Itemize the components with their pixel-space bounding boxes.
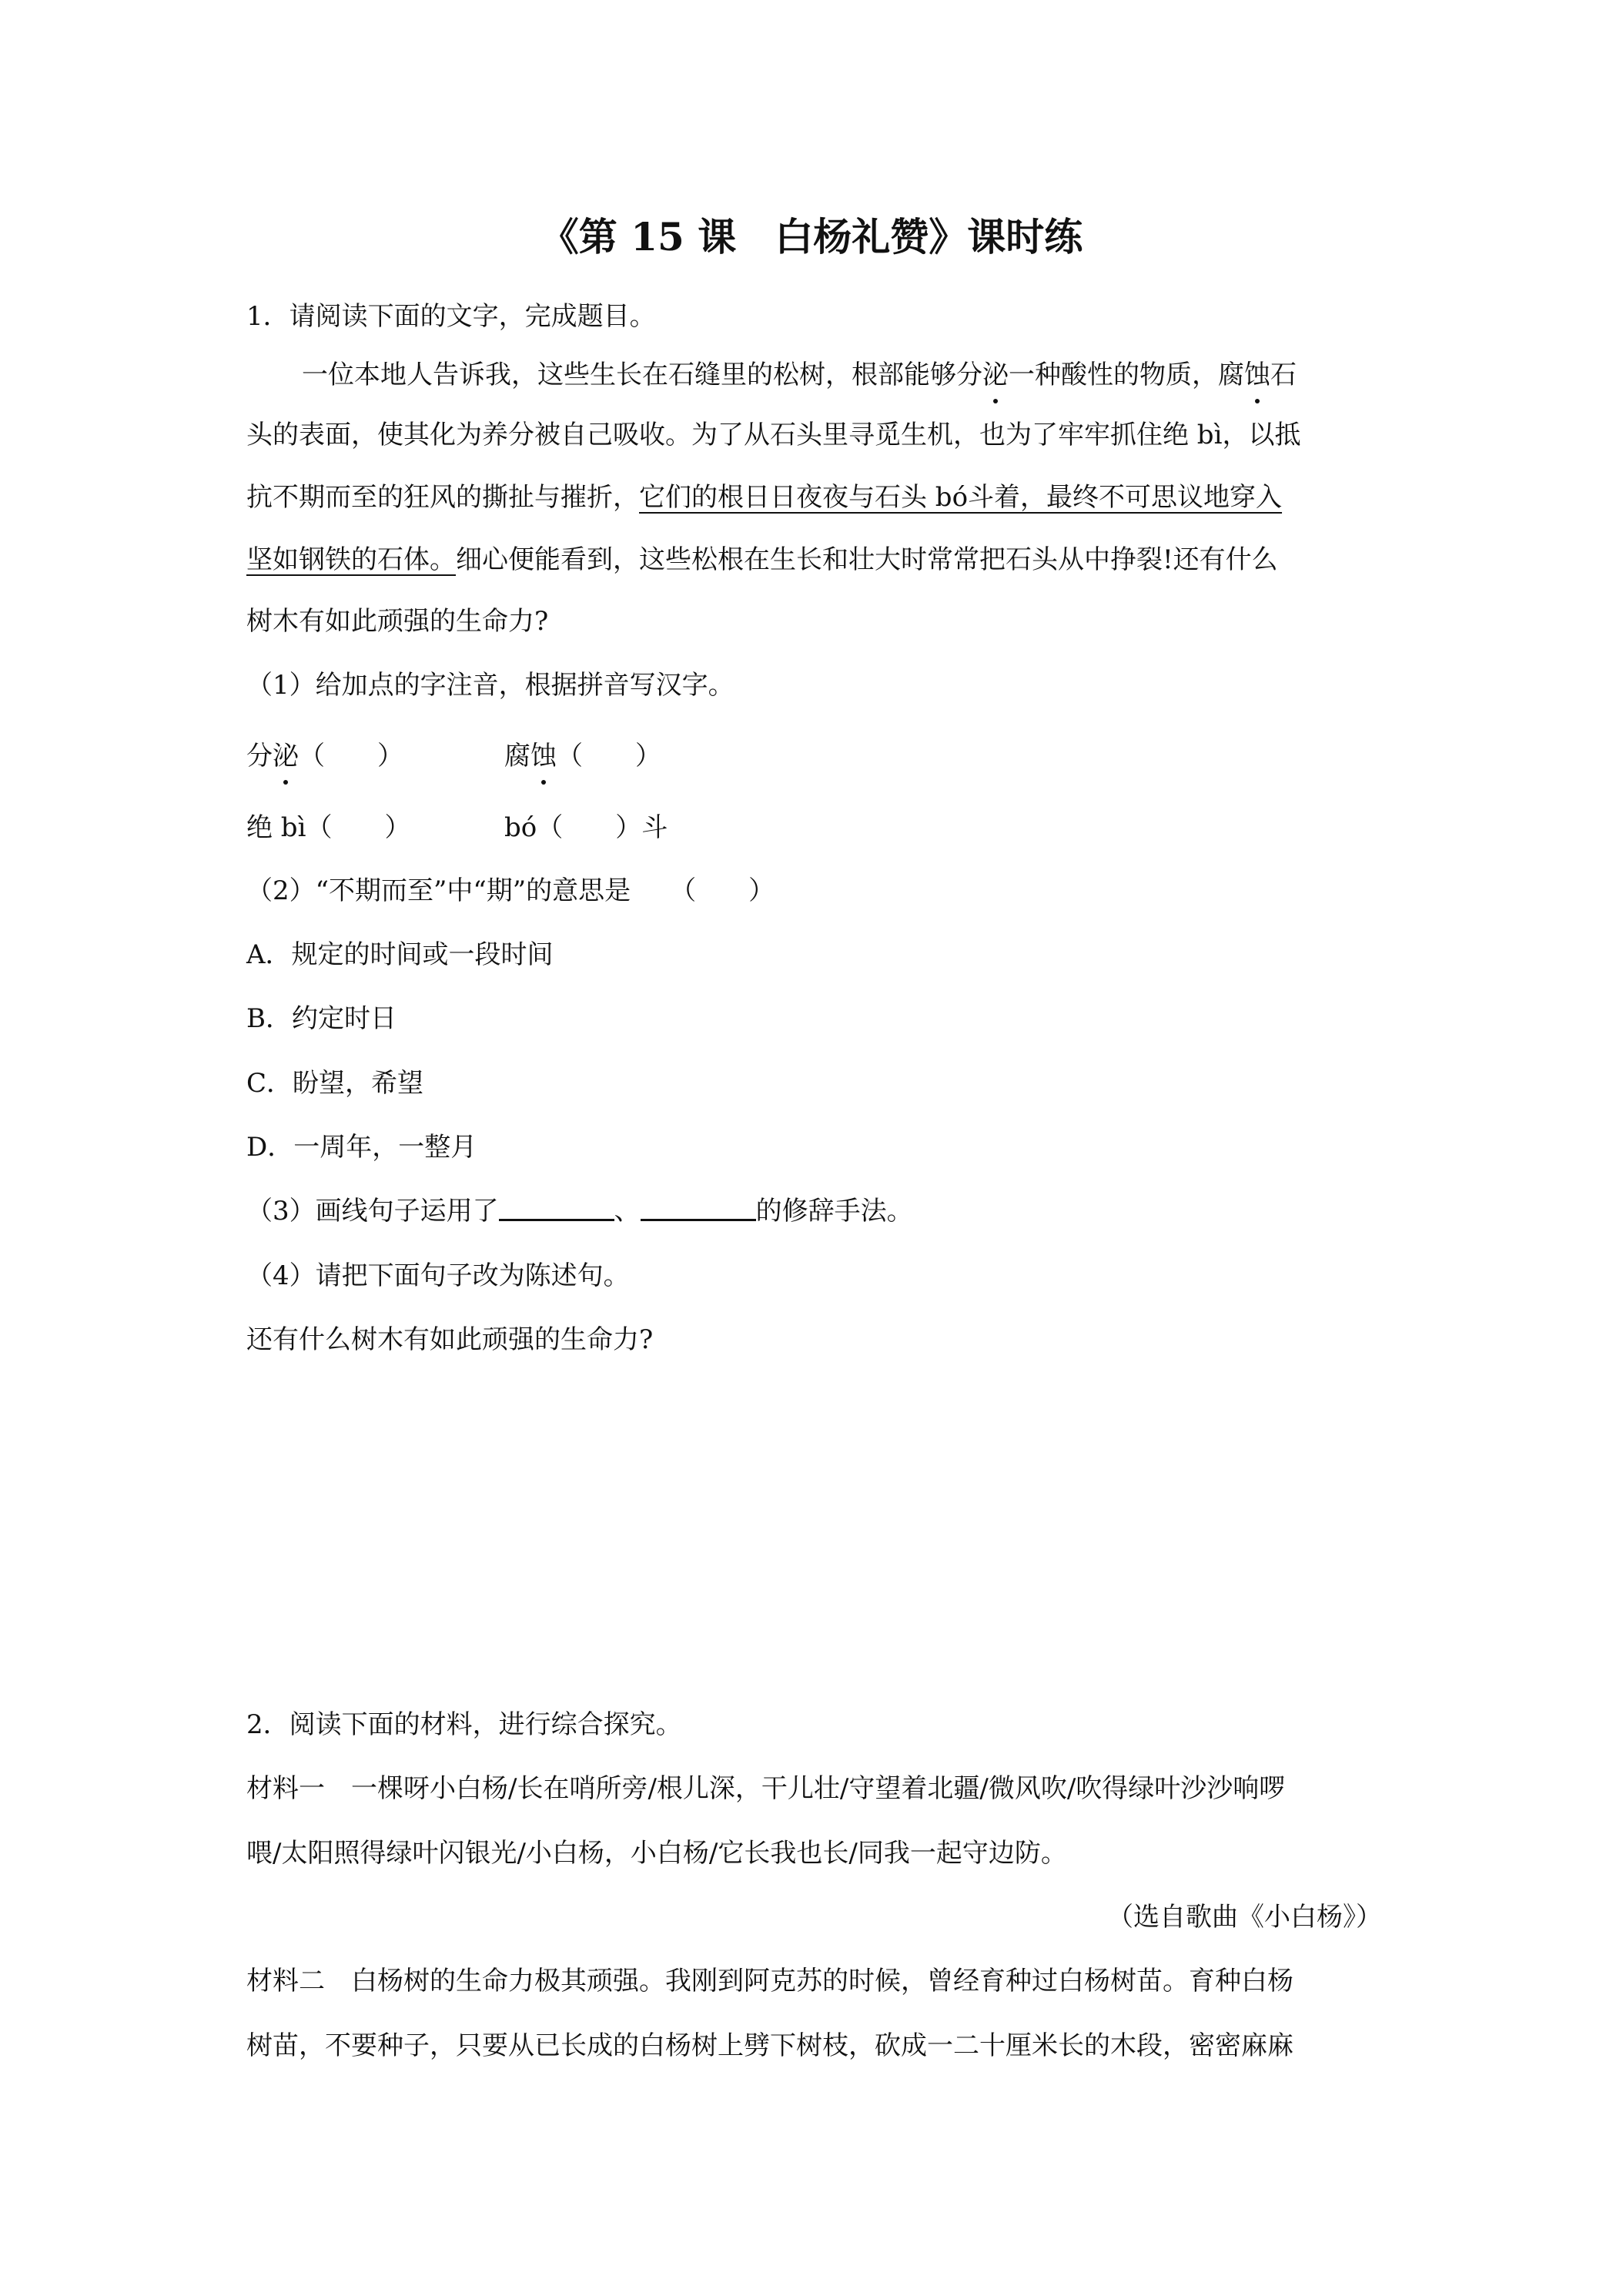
dotted-char-mi: 泌 (273, 737, 299, 775)
material-1-line-1: 材料一 一棵呀小白杨/长在哨所旁/根儿深，干儿壮/守望着北疆/微风吹/吹得绿叶沙沙响啰 (246, 1773, 1286, 1804)
pinyin-item-2 (504, 737, 661, 775)
sub-question-2: （2）“不期而至”中“期”的意思是 （ ） (246, 875, 775, 906)
pinyin-row-1 (246, 737, 1378, 775)
question-2-stem: 2．阅读下面的材料，进行综合探究。 (246, 1709, 682, 1740)
answer-blank[interactable]: （ ）斗 (537, 812, 668, 843)
passage-text: 一种酸性的物质，腐 (1009, 360, 1244, 390)
passage-line-2: 头的表面，使其化为养分被自己吸收。为了从石头里寻觅生机，也为了牢牢抓住绝 bì，以抵 (246, 420, 1301, 450)
passage-line-3 (246, 478, 1378, 517)
material-2-line-2: 树苗，不要种子，只要从已长成的白杨树上劈下树枝，砍成一二十厘米长的木段，密密麻麻 (246, 2030, 1293, 2061)
option-d: D．一周年，一整月 (246, 1132, 477, 1163)
passage-text: 抗不期而至的狂风的撕扯与摧折， (246, 482, 639, 513)
word-text: 分 (246, 741, 273, 771)
underlined-sentence: 它们的根日日夜夜与石头 bó斗着，最终不可思议地穿入 (639, 482, 1283, 513)
passage-text: 石 (1270, 360, 1297, 390)
passage-line-1 (302, 356, 1434, 394)
fill-blank-1[interactable] (499, 1193, 614, 1221)
word-text: 绝 bì (246, 812, 306, 843)
option-b: B．约定时日 (246, 1003, 397, 1034)
sub-question-3 (246, 1192, 1378, 1230)
option-a: A．规定的时间或一段时间 (246, 939, 554, 970)
passage-text: 一位本地人告诉我，这些生长在石缝里的松树，根部能够分 (302, 360, 982, 390)
answer-blank[interactable]: （ ） (306, 812, 411, 843)
fill-blank-2[interactable] (641, 1193, 756, 1221)
pinyin-row-2 (246, 808, 1378, 847)
dotted-char-shi: 蚀 (1244, 356, 1270, 394)
material-1-source: （选自歌曲《小白杨》） (1107, 1902, 1382, 1933)
option-c: C．盼望，希望 (246, 1068, 424, 1099)
passage-line-4 (246, 541, 1378, 579)
pinyin-item-4 (504, 808, 668, 847)
dotted-char-mi: 泌 (982, 356, 1009, 394)
separator-text: 、 (614, 1196, 641, 1227)
underlined-sentence: 坚如钢铁的石体。 (246, 544, 456, 575)
question-text: 的修辞手法。 (755, 1196, 913, 1227)
sub-question-4-sentence: 还有什么树木有如此顽强的生命力? (246, 1324, 654, 1355)
sub-question-1: （1）给加点的字注音，根据拼音写汉字。 (246, 670, 735, 701)
question-text: （3）画线句子运用了 (246, 1196, 499, 1227)
dotted-char-shi: 蚀 (530, 737, 557, 775)
passage-text: 细心便能看到，这些松根在生长和壮大时常常把石头从中挣裂!还有什么 (456, 544, 1278, 575)
sub-question-4: （4）请把下面句子改为陈述句。 (246, 1260, 630, 1291)
word-text: bó (504, 812, 537, 843)
question-1-stem: 1．请阅读下面的文字，完成题目。 (246, 301, 656, 332)
word-text: 腐 (504, 741, 530, 771)
answer-blank[interactable]: （ ） (299, 741, 403, 771)
answer-blank[interactable]: （ ） (557, 741, 661, 771)
passage-line-5: 树木有如此顽强的生命力? (246, 606, 549, 637)
material-1-line-2: 喂/太阳照得绿叶闪银光/小白杨，小白杨/它长我也长/同我一起守边防。 (246, 1838, 1067, 1869)
material-2-line-1: 材料二 白杨树的生命力极其顽强。我刚到阿克苏的时候，曾经育种过白杨树苗。育种白杨 (246, 1966, 1293, 1996)
page-title: 《第 15 课 白杨礼赞》课时练 (540, 214, 1083, 259)
